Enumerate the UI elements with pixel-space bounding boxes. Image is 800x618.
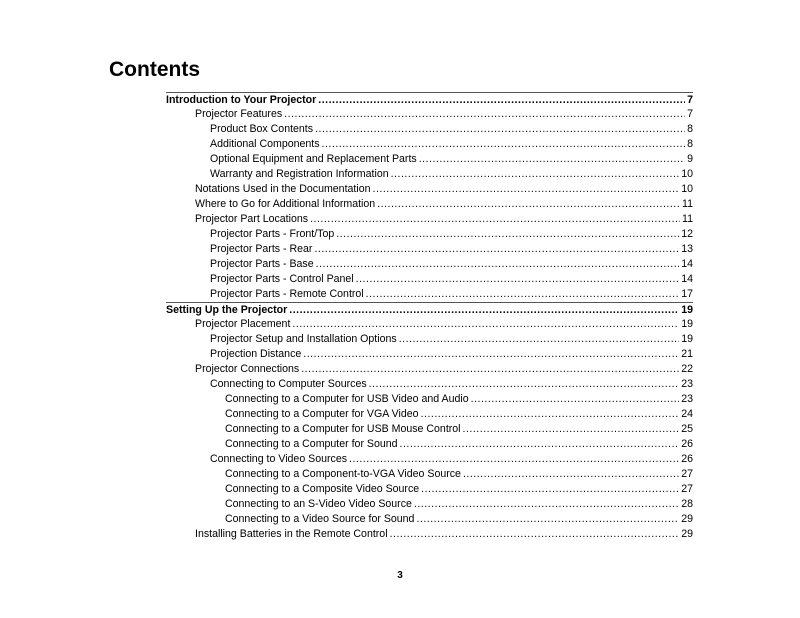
toc-entry-page[interactable]: 11 <box>682 198 693 210</box>
toc-entry-title[interactable]: Projector Placement <box>195 318 291 330</box>
toc-entry[interactable] <box>166 467 693 482</box>
toc-entry-title[interactable]: Projector Part Locations <box>195 213 309 225</box>
dot-leader <box>301 362 679 377</box>
toc-entry-page[interactable]: 14 <box>681 258 693 270</box>
toc-entry-page[interactable]: 28 <box>681 498 693 510</box>
toc-entry-page[interactable]: 19 <box>681 333 693 345</box>
toc-entry[interactable] <box>166 497 693 512</box>
toc-entry[interactable] <box>166 422 693 437</box>
toc-entry-title[interactable]: Connecting to a Computer for Sound <box>225 438 398 450</box>
toc-entry-page[interactable]: 19 <box>681 318 693 330</box>
toc-entry-page[interactable]: 11 <box>682 213 693 225</box>
toc-entry-page[interactable]: 23 <box>681 378 693 390</box>
dot-leader <box>414 497 679 512</box>
toc-entry-title[interactable]: Projector Parts - Front/Top <box>210 228 335 240</box>
toc-entry[interactable] <box>166 137 693 152</box>
toc-entry[interactable] <box>166 437 693 452</box>
toc-entry-title[interactable]: Notations Used in the Documentation <box>195 183 371 195</box>
toc-entry-page[interactable]: 22 <box>681 363 693 375</box>
toc-entry-page[interactable]: 26 <box>681 453 693 465</box>
dot-leader <box>322 137 686 152</box>
dot-leader <box>292 317 679 332</box>
page-title: Contents <box>109 58 200 81</box>
dot-leader <box>284 107 685 122</box>
dot-leader <box>400 437 680 452</box>
toc-entry[interactable] <box>166 407 693 422</box>
toc-entry-title[interactable]: Connecting to a Computer for USB Mouse Control <box>225 423 461 435</box>
toc-entry-page[interactable]: 24 <box>681 408 693 420</box>
toc-entry[interactable] <box>166 512 693 527</box>
dot-leader <box>416 512 679 527</box>
toc-entry-page[interactable]: 17 <box>681 288 693 300</box>
toc-entry-page[interactable]: 29 <box>681 528 693 540</box>
dot-leader <box>316 257 680 272</box>
dot-leader <box>421 407 680 422</box>
toc-entry[interactable] <box>166 362 693 377</box>
toc-entry[interactable] <box>166 452 693 467</box>
dot-leader <box>463 422 680 437</box>
toc-entry-title[interactable]: Connecting to a Video Source for Sound <box>225 513 415 525</box>
toc-entry[interactable] <box>166 302 693 317</box>
dot-leader <box>336 227 679 242</box>
toc-entry-page[interactable]: 7 <box>687 108 693 120</box>
toc-entry-page[interactable]: 8 <box>687 138 693 150</box>
table-of-contents <box>166 92 693 542</box>
toc-entry-title[interactable]: Optional Equipment and Replacement Parts <box>210 153 417 165</box>
toc-entry-page[interactable]: 8 <box>687 123 693 135</box>
dot-leader <box>399 332 680 347</box>
toc-entry-page[interactable]: 26 <box>681 438 693 450</box>
toc-entry-title[interactable]: Installing Batteries in the Remote Control <box>195 528 388 540</box>
toc-entry-title[interactable]: Connecting to Video Sources <box>210 453 348 465</box>
toc-entry-title[interactable]: Connecting to a Computer for USB Video and Audio <box>225 393 469 405</box>
dot-leader <box>471 392 680 407</box>
toc-entry-page[interactable]: 27 <box>681 483 693 495</box>
dot-leader <box>369 377 680 392</box>
toc-entry-title[interactable]: Connecting to Computer Sources <box>210 378 367 390</box>
toc-entry[interactable] <box>166 347 693 362</box>
dot-leader <box>419 152 685 167</box>
toc-entry-title[interactable]: Projector Parts - Base <box>210 258 314 270</box>
toc-entry-page[interactable]: 25 <box>681 423 693 435</box>
dot-leader <box>366 287 680 302</box>
toc-entry-page[interactable]: 10 <box>681 168 693 180</box>
dot-leader <box>377 197 680 212</box>
dot-leader <box>373 182 680 197</box>
dot-leader <box>421 482 679 497</box>
dot-leader <box>318 93 685 107</box>
dot-leader <box>314 242 679 257</box>
dot-leader <box>463 467 679 482</box>
toc-entry-title[interactable]: Product Box Contents <box>210 123 314 135</box>
toc-entry[interactable] <box>166 392 693 407</box>
toc-entry-page[interactable]: 10 <box>681 183 693 195</box>
toc-entry[interactable] <box>166 242 693 257</box>
toc-entry-title[interactable]: Projector Connections <box>195 363 300 375</box>
toc-entry[interactable] <box>166 482 693 497</box>
toc-entry-title[interactable]: Connecting to a Computer for VGA Video <box>225 408 419 420</box>
toc-entry[interactable] <box>166 227 693 242</box>
dot-leader <box>289 303 679 317</box>
toc-entry-page[interactable]: 29 <box>681 513 693 525</box>
toc-entry[interactable] <box>166 212 693 227</box>
toc-entry-title[interactable]: Where to Go for Additional Information <box>195 198 376 210</box>
page-number: 3 <box>397 570 403 581</box>
toc-entry-title[interactable]: Projector Features <box>195 108 283 120</box>
toc-entry[interactable] <box>166 332 693 347</box>
toc-entry[interactable] <box>166 167 693 182</box>
toc-entry[interactable] <box>166 122 693 137</box>
toc-entry-title[interactable]: Projection Distance <box>210 348 302 360</box>
toc-entry-page[interactable]: 13 <box>681 243 693 255</box>
toc-entry-title[interactable]: Introduction to Your Projector <box>166 94 317 106</box>
dot-leader <box>390 527 680 542</box>
dot-leader <box>356 272 680 287</box>
dot-leader <box>303 347 679 362</box>
toc-entry[interactable] <box>166 317 693 332</box>
toc-entry-page[interactable]: 9 <box>687 153 693 165</box>
toc-entry-page[interactable]: 14 <box>681 273 693 285</box>
dot-leader <box>391 167 680 182</box>
toc-entry[interactable] <box>166 377 693 392</box>
toc-entry-title[interactable]: Additional Components <box>210 138 320 150</box>
toc-entry-page[interactable]: 27 <box>681 468 693 480</box>
toc-entry-page[interactable]: 23 <box>681 393 693 405</box>
toc-entry-title[interactable]: Connecting to a Component-to-VGA Video Source <box>225 468 461 480</box>
toc-entry-page[interactable]: 21 <box>681 348 693 360</box>
toc-entry[interactable] <box>166 107 693 122</box>
toc-entry[interactable] <box>166 257 693 272</box>
toc-entry-page[interactable]: 7 <box>687 94 693 106</box>
toc-entry-title[interactable]: Connecting to an S-Video Video Source <box>225 498 412 510</box>
toc-entry-title[interactable]: Warranty and Registration Information <box>210 168 389 180</box>
toc-entry[interactable] <box>166 197 693 212</box>
toc-entry-title[interactable]: Projector Parts - Control Panel <box>210 273 354 285</box>
toc-entry-page[interactable]: 19 <box>681 304 693 316</box>
toc-entry[interactable] <box>166 287 693 302</box>
toc-entry-page[interactable]: 12 <box>681 228 693 240</box>
toc-entry-title[interactable]: Projector Parts - Remote Control <box>210 288 364 300</box>
toc-entry[interactable] <box>166 92 693 107</box>
toc-entry[interactable] <box>166 182 693 197</box>
toc-entry-title[interactable]: Projector Parts - Rear <box>210 243 313 255</box>
dot-leader <box>315 122 685 137</box>
toc-entry[interactable] <box>166 152 693 167</box>
toc-entry[interactable] <box>166 527 693 542</box>
dot-leader <box>349 452 679 467</box>
dot-leader <box>310 212 680 227</box>
toc-entry-title[interactable]: Connecting to a Composite Video Source <box>225 483 420 495</box>
toc-entry-title[interactable]: Projector Setup and Installation Options <box>210 333 397 345</box>
toc-entry[interactable] <box>166 272 693 287</box>
toc-entry-title[interactable]: Setting Up the Projector <box>166 304 288 316</box>
